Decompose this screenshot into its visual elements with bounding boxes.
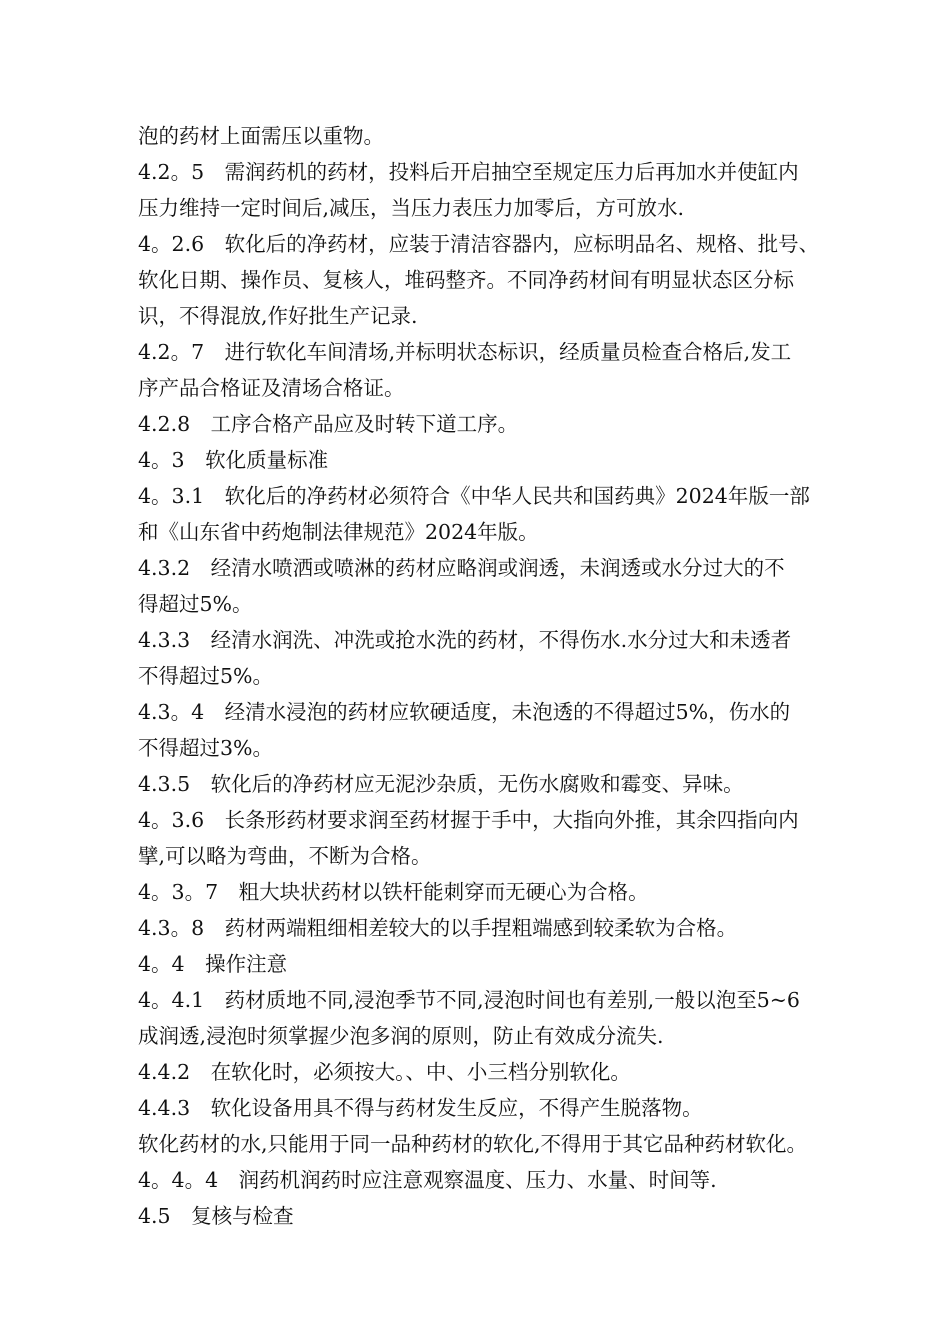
text-line: 4。2.6 软化后的净药材，应装于清洁容器内，应标明品名、规格、批号、 xyxy=(138,232,820,256)
text-line: 4.2。5 需润药机的药材，投料后开启抽空至规定压力后再加水并使缸内 xyxy=(138,160,799,184)
text-line: 和《山东省中药炮制法律规范》2024年版。 xyxy=(138,520,539,544)
section-heading: 4。3 软化质量标准 xyxy=(138,448,329,472)
section-heading: 4。4 操作注意 xyxy=(138,952,288,976)
text-line: 4.3.2 经清水喷洒或喷淋的药材应略润或润透，未润透或水分过大的不 xyxy=(138,556,785,580)
text-line: 序产品合格证及清场合格证。 xyxy=(138,376,405,400)
text-line: 软化日期、操作员、复核人，堆码整齐。不同净药材间有明显状态区分标 xyxy=(138,268,794,292)
text-line: 不得超过5%。 xyxy=(138,664,274,688)
text-line: 4.3。8 药材两端粗细相差较大的以手捏粗端感到较柔软为合格。 xyxy=(138,916,738,940)
text-line: 擘,可以略为弯曲，不断为合格。 xyxy=(138,844,432,868)
text-line: 得超过5%。 xyxy=(138,592,253,616)
text-line: 成润透,浸泡时须掌握少泡多润的原则，防止有效成分流失. xyxy=(138,1024,664,1048)
text-line: 压力维持一定时间后,减压，当压力表压力加零后，方可放水. xyxy=(138,196,685,220)
text-line: 软化药材的水,只能用于同一品种药材的软化,不得用于其它品种药材软化。 xyxy=(138,1132,808,1156)
document-body xyxy=(138,118,868,1234)
text-line: 不得超过3%。 xyxy=(138,736,274,760)
text-line: 泡的药材上面需压以重物。 xyxy=(138,124,384,148)
text-line: 4。3。7 粗大块状药材以铁杆能刺穿而无硬心为合格。 xyxy=(138,880,649,904)
text-line: 4。3.1 软化后的净药材必须符合《中华人民共和国药典》2024年版一部 xyxy=(138,484,810,508)
text-line: 4.2。7 进行软化车间清场,并标明状态标识，经质量员检查合格后,发工 xyxy=(138,340,792,364)
text-line: 4.3。4 经清水浸泡的药材应软硬适度，未泡透的不得超过5%，伤水的 xyxy=(138,700,791,724)
text-line: 4。4。4 润药机润药时应注意观察温度、压力、水量、时间等. xyxy=(138,1168,717,1192)
text-line: 4.3.5 软化后的净药材应无泥沙杂质，无伤水腐败和霉变、异味。 xyxy=(138,772,744,796)
text-line: 4.3.3 经清水润洗、冲洗或抢水洗的药材，不得伤水.水分过大和未透者 xyxy=(138,628,792,652)
text-line: 识，不得混放,作好批生产记录. xyxy=(138,304,418,328)
section-heading: 4.5 复核与检查 xyxy=(138,1204,294,1228)
text-line: 4.4.3 软化设备用具不得与药材发生反应，不得产生脱落物。 xyxy=(138,1096,703,1120)
text-line: 4.2.8 工序合格产品应及时转下道工序。 xyxy=(138,412,519,436)
text-line: 4。3.6 长条形药材要求润至药材握于手中，大指向外推，其余四指向内 xyxy=(138,808,799,832)
text-line: 4。4.1 药材质地不同,浸泡季节不同,浸泡时间也有差别,一般以泡至5~6 xyxy=(138,988,800,1012)
text-line: 4.4.2 在软化时，必须按大。、中、小三档分别软化。 xyxy=(138,1060,631,1084)
